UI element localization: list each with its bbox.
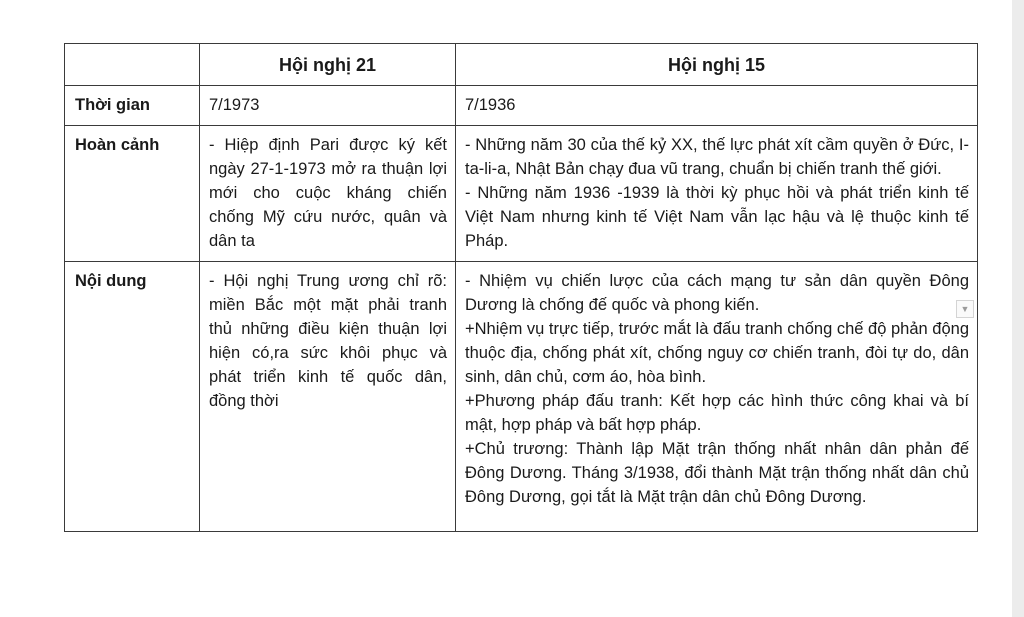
header-conference-21: Hội nghị 21 <box>200 44 456 86</box>
row-label-context: Hoàn cảnh <box>65 126 200 262</box>
cell-text: 7/1936 <box>465 96 516 114</box>
cell-paragraph: +Nhiệm vụ trực tiếp, trước mắt là đấu tranh chống chế độ phản động thuộc địa, chống phát xít, chống nguy cơ chiến tranh, đòi tự do, dân sinh, dân chủ, cơm áo, hòa bình. <box>465 320 969 386</box>
cell-text: - Hiệp định Pari được ký kết ngày 27-1-1973 mở ra thuận lợi mới cho cuộc kháng chiến chống Mỹ cứu nước, quân và dân ta <box>209 136 447 250</box>
cell-time-conf21 <box>200 86 456 126</box>
comparison-table <box>64 43 978 532</box>
header-empty-cell <box>65 44 200 86</box>
cell-context-conf21 <box>200 126 456 262</box>
table-row-time <box>65 86 978 126</box>
table-row-context <box>65 126 978 262</box>
cell-time-conf15 <box>456 86 978 126</box>
cell-text: - Hội nghị Trung ương chỉ rõ: miền Bắc một mặt phải tranh thủ những điều kiện thuận lợi hiện có,ra sức khôi phục và phát triển kinh tế quốc dân, đồng thời <box>209 272 447 410</box>
cell-text: 7/1973 <box>209 96 260 114</box>
row-label-time: Thời gian <box>65 86 200 126</box>
cell-paragraph: +Chủ trương: Thành lập Mặt trận thống nhất nhân dân phản đế Đông Dương. Tháng 3/1938, đổi thành Mặt trận thống nhất dân chủ Đông Dương, gọi tắt là Mặt trận dân chủ Đông Dương. <box>465 440 969 506</box>
table-row-content <box>65 262 978 532</box>
header-conference-15: Hội nghị 15 <box>456 44 978 86</box>
cell-paragraph: - Những năm 30 của thế kỷ XX, thế lực phát xít cầm quyền ở Đức, I-ta-li-a, Nhật Bản chạy đua vũ trang, chuẩn bị chiến tranh thế giới. <box>465 136 969 178</box>
cell-content-conf21 <box>200 262 456 532</box>
cell-paragraph: - Nhiệm vụ chiến lược của cách mạng tư sản dân quyền Đông Dương là chống đế quốc và phong kiến. <box>465 272 969 314</box>
side-margin <box>1012 0 1024 617</box>
cell-content-conf15 <box>456 262 978 532</box>
cell-paragraph: +Phương pháp đấu tranh: Kết hợp các hình thức công khai và bí mật, hợp pháp và bất hợp pháp. <box>465 392 969 434</box>
table-header-row <box>65 44 978 86</box>
cell-paragraph: - Những năm 1936 -1939 là thời kỳ phục hồi và phát triển kinh tế Việt Nam nhưng kinh tế Việt Nam vẫn lạc hậu và lệ thuộc kinh tế Pháp. <box>465 184 969 250</box>
row-label-content: Nội dung <box>65 262 200 532</box>
chevron-down-icon[interactable]: ▼ <box>956 300 974 318</box>
cell-context-conf15 <box>456 126 978 262</box>
